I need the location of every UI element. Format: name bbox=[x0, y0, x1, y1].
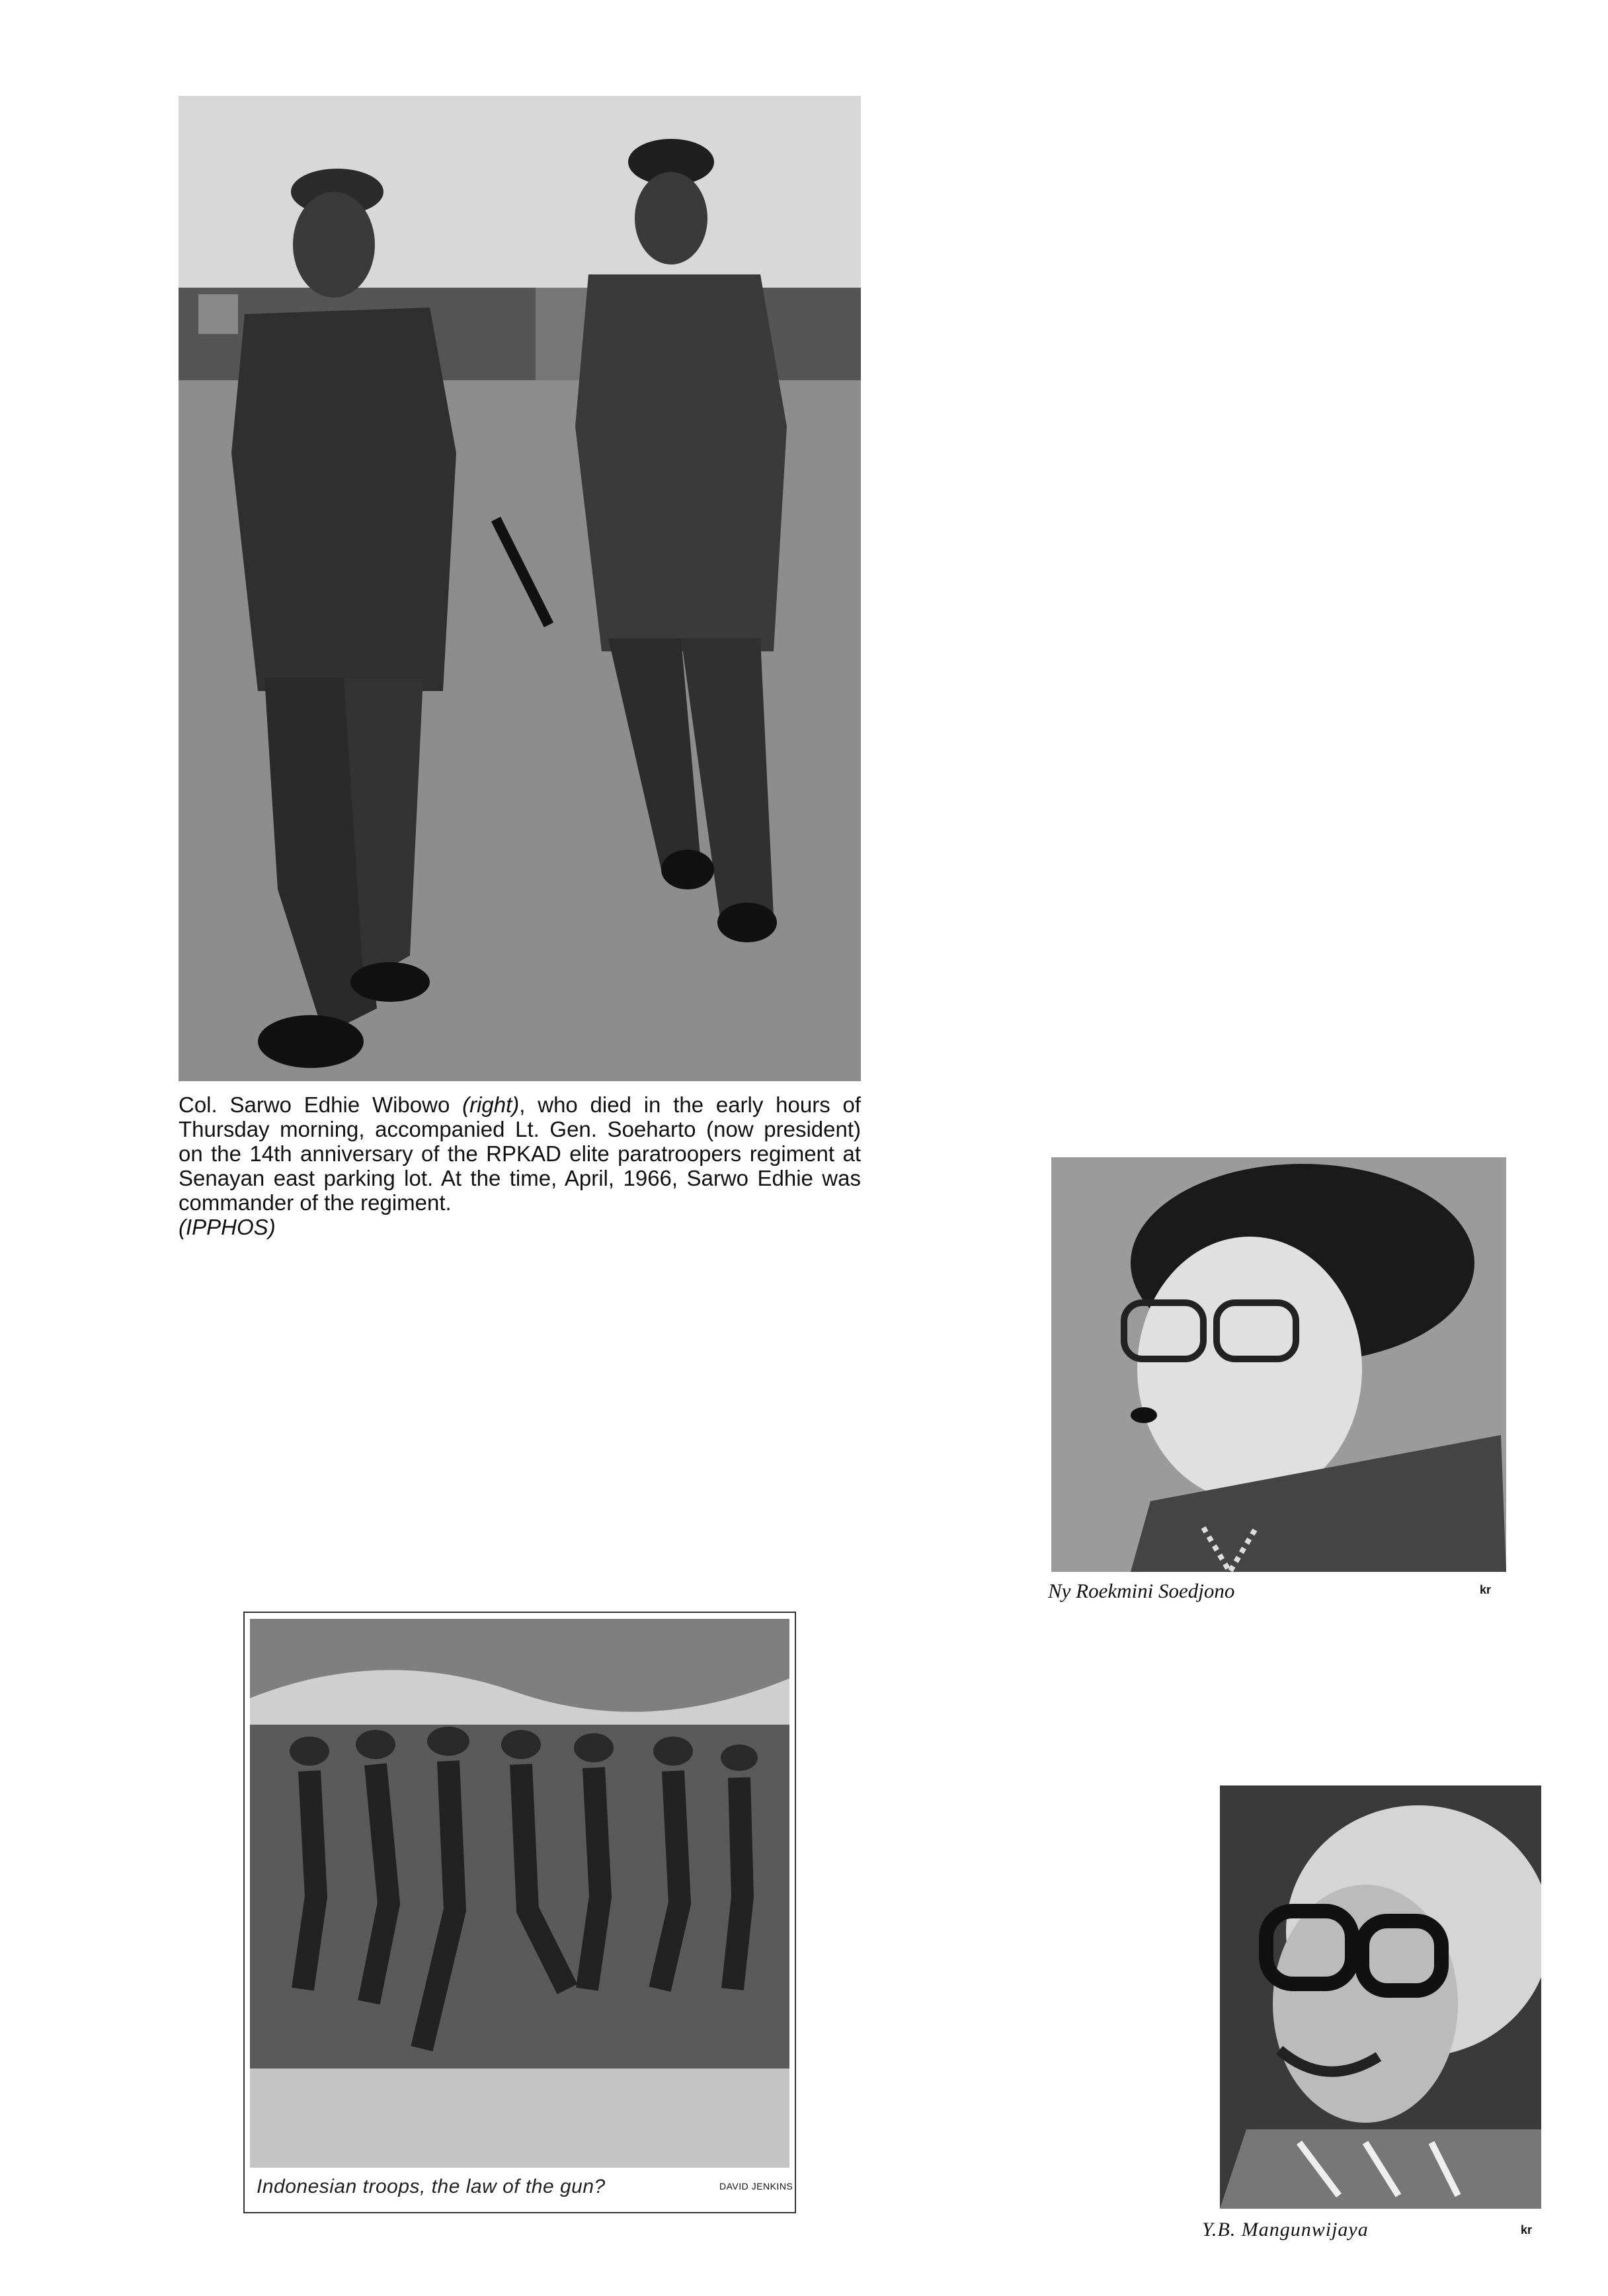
photo2-credit: kr bbox=[1480, 1583, 1492, 1596]
photo1-caption-italic: (right) bbox=[462, 1092, 520, 1117]
photo1-caption bbox=[179, 1092, 861, 1239]
marching-troops-photo bbox=[250, 1619, 789, 2168]
photo3-credit: DAVID JENKINS bbox=[719, 2181, 793, 2192]
photo3-caption: Indonesian troops, the law of the gun? bbox=[257, 2176, 606, 2197]
roekmini-portrait-photo bbox=[1051, 1157, 1506, 1572]
soldiers-walking-photo bbox=[179, 96, 861, 1081]
photo2-caption: Ny Roekmini Soedjono bbox=[1048, 1579, 1235, 1602]
photo1-caption-lead: Col. Sarwo Edhie Wibowo bbox=[179, 1092, 463, 1117]
mangunwijaya-portrait-photo bbox=[1220, 1785, 1541, 2209]
photo1-caption-credit: (IPPHOS) bbox=[179, 1215, 276, 1239]
photo1-caption-body: , who died in the early hours of Thursday morning, accompanied Lt. Gen. Soeharto (now president) on the 14th anniversary of the RPKAD elite paratroopers regiment at Senayan east parking lot. At the time, April, 1966, Sarwo Edhie was commander of the regiment. bbox=[179, 1092, 861, 1215]
photo4-credit: kr bbox=[1521, 2223, 1533, 2236]
photo4-caption: Y.B. Mangunwijaya bbox=[1202, 2219, 1369, 2240]
